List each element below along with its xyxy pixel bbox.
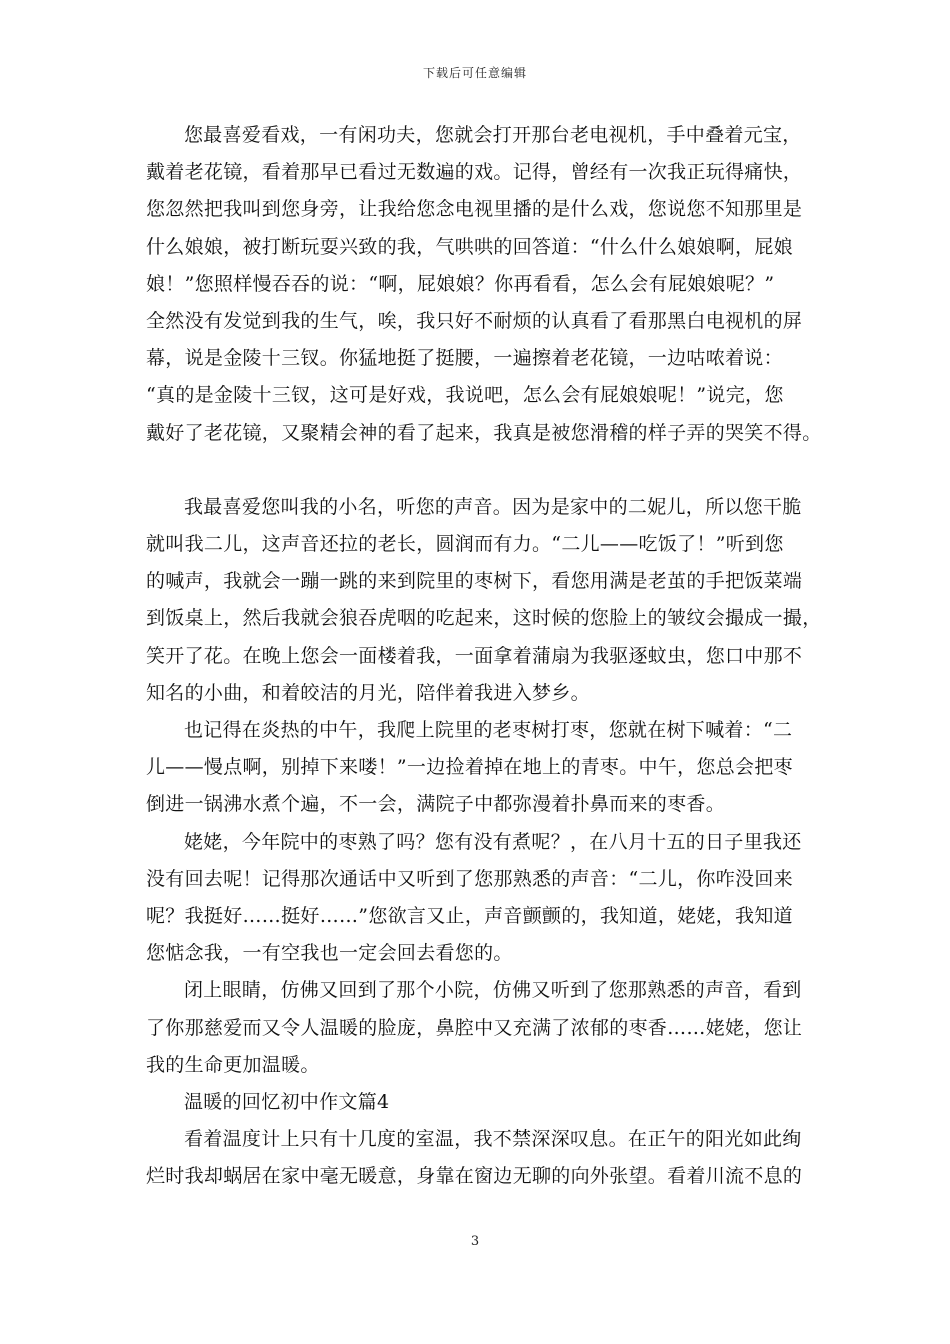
text-line: 姥姥，今年院中的枣熟了吗？您有没有煮呢？，在八月十五的日子里我还	[184, 830, 802, 853]
text-line: 笑开了花。在晚上您会一面楼着我，一面拿着蒲扇为我驱逐蚊虫，您口中那不	[146, 644, 803, 667]
text-line: 没有回去呢！记得那次通话中又听到了您那熟悉的声音：“二儿，你咋没回来	[146, 867, 793, 890]
paragraph	[146, 824, 826, 973]
section-heading	[146, 1084, 826, 1121]
paragraph	[146, 117, 826, 452]
page-header: 下载后可任意编辑	[422, 66, 527, 80]
paragraph	[146, 489, 826, 712]
document-body	[146, 117, 826, 1195]
blank-line	[146, 452, 826, 489]
text-line: 就叫我二儿，这声音还拉的老长，圆润而有力。“二儿——吃饭了！”听到您	[146, 533, 784, 556]
text-line: 呢？我挺好……挺好……”您欲言又止，声音颤颤的，我知道，姥姥，我知道	[146, 904, 793, 927]
text-line: 您最喜爱看戏，一有闲功夫，您就会打开那台老电视机，手中叠着元宝，	[184, 124, 802, 146]
text-line: 全然没有发觉到我的生气，唉，我只好不耐烦的认真看了看那黑白电视机的屏	[146, 309, 803, 332]
text-line: 闭上眼睛，仿佛又回到了那个小院，仿佛又听到了您那熟悉的声音，看到	[184, 979, 802, 1002]
text-line: 幕，说是金陵十三钗。你猛地挺了挺腰，一遍擦着老花镜，一边咕哝着说：	[146, 347, 783, 370]
page-number: 3	[470, 1234, 480, 1249]
text-line: 什么娘娘，被打断玩耍兴致的我，气哄哄的回答道：“什么什么娘娘啊，屁娘	[146, 235, 793, 258]
text-line: 我的生命更加温暖。	[146, 1053, 320, 1076]
text-line: 我最喜爱您叫我的小名，听您的声音。因为是家中的二妮儿，所以您干脆	[184, 495, 802, 518]
paragraph	[146, 1121, 826, 1195]
text-line: 知名的小曲，和着皎洁的月光，陪伴着我进入梦乡。	[146, 681, 590, 704]
text-line: 也记得在炎热的中午，我爬上院里的老枣树打枣，您就在树下喊着：“二	[184, 719, 793, 741]
heading-text: 温暖的回忆初中作文篇4	[184, 1090, 390, 1113]
text-line: 到饭桌上，然后我就会狼吞虎咽的吃起来，这时候的您脸上的皱纹会撮成一撮，	[146, 607, 822, 630]
text-line: 的喊声，我就会一蹦一跳的来到院里的枣树下，看您用满是老茧的手把饭菜端	[146, 570, 803, 593]
text-line: 了你那慈爱而又令人温暖的脸庞，鼻腔中又充满了浓郁的枣香……姥姥，您让	[146, 1016, 803, 1039]
paragraph	[146, 712, 826, 824]
paragraph	[146, 972, 826, 1084]
text-line: 您惦念我，一有空我也一定会回去看您的。	[146, 942, 513, 965]
text-line: 儿——慢点啊，别掉下来喽！”一边捡着掉在地上的青枣。中午，您总会把枣	[146, 756, 793, 779]
text-line: 倒进一锅沸水煮个遍，不一会，满院子中都弥漫着扑鼻而来的枣香。	[146, 793, 726, 816]
text-line: 娘！”您照样慢吞吞的说：“啊，屁娘娘？你再看看，怎么会有屁娘娘呢？”	[146, 272, 775, 295]
text-line: 烂时我却蜗居在家中毫无暖意，身靠在窗边无聊的向外张望。看着川流不息的	[146, 1165, 803, 1188]
text-line: 戴着老花镜，看着那早已看过无数遍的戏。记得，曾经有一次我正玩得痛快，	[146, 161, 803, 184]
text-line: 看着温度计上只有十几度的室温，我不禁深深叹息。在正午的阳光如此绚	[184, 1128, 802, 1151]
text-line: “真的是金陵十三钗，这可是好戏，我说吧，怎么会有屁娘娘呢！”说完，您	[146, 384, 784, 407]
text-line: 您忽然把我叫到您身旁，让我给您念电视里播的是什么戏，您说您不知那里是	[146, 198, 803, 221]
text-line: 戴好了老花镜，又聚精会神的看了起来，我真是被您滑稽的样子弄的哭笑不得。	[146, 421, 822, 444]
